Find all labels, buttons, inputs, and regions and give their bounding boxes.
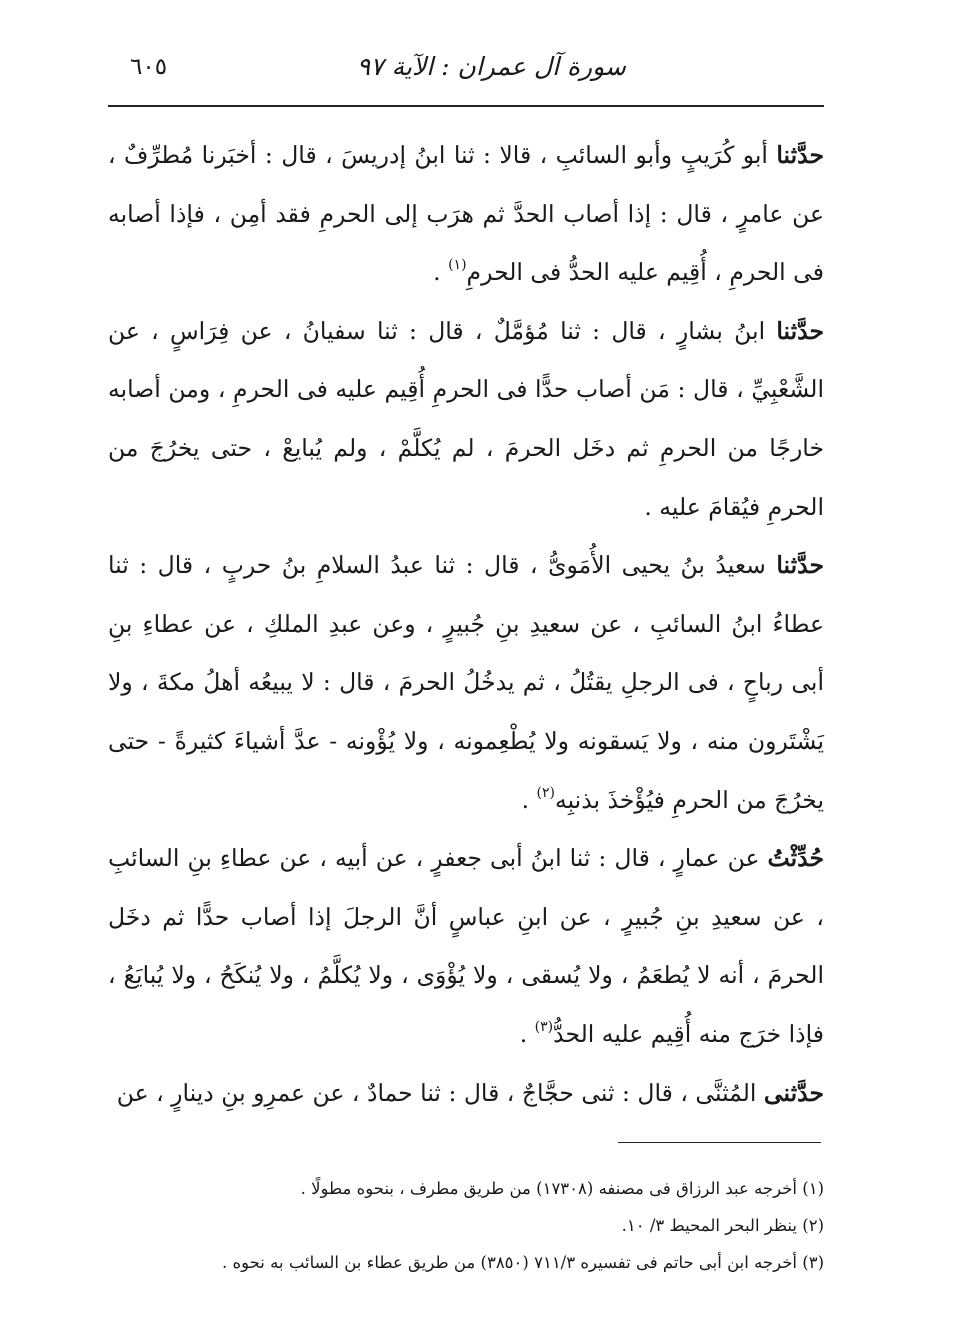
- paragraph-lead: حدَّثنا: [776, 316, 824, 345]
- footnotes: [108, 1170, 824, 1281]
- paragraph-text: سعيدُ بنُ يحيى الأُمَوىُّ ، قال : ثنا عبدُ السلامِ بنُ حربٍ ، قال : ثنا عطاءُ ابنُ السائبِ ، عن سعيدِ بنِ جُبيرٍ ، وعن عبدِ الملكِ ، عن عطاءِ بنِ أبى رباحٍ ، فى الرجلِ يقتُلُ ، ثم يدخُلُ الحرمَ ، قال : لا يبيعُه أهلُ مكةَ ، ولا يَشْتَرون منه ، ولا يَسقونه ولا يُطْعِمونه ، ولا يُؤْونه - عدَّ أشياءَ كثيرةً - حتى يخرُجَ من الحرمِ فيُؤْخذَ بذنبِه: [108, 551, 824, 814]
- footnote-marker: (٢): [536, 784, 555, 801]
- paragraph-tail: .: [644, 492, 660, 521]
- paragraph-2: [108, 302, 824, 536]
- running-head: سورة آل عمران : الآية ٩٧: [356, 52, 626, 81]
- paragraph-tail: .: [519, 1019, 535, 1048]
- paragraph-1: [108, 126, 824, 302]
- paragraph-tail: .: [433, 258, 449, 287]
- paragraph-4: [108, 829, 824, 1063]
- paragraph-5: [108, 1064, 824, 1123]
- footnote-marker: (٣): [534, 1018, 554, 1035]
- main-text: [108, 126, 824, 1122]
- page-number: ٦٠٥: [130, 54, 168, 80]
- paragraph-lead: حدَّثنى: [763, 1078, 824, 1107]
- paragraph-text: أبو كُرَيبٍ وأبو السائبِ ، قالا : ثنا ابنُ إدريسَ ، قال : أخبَرنا مُطرِّفٌ ، عن عامرٍ ، قال : إذا أصاب الحدَّ ثم هرَب إلى الحرمِ فقد أمِن ، فإذا أصابه فى الحرمِ ، أُقِيم عليه الحدُّ فى الحرمِ: [108, 141, 824, 287]
- paragraph-text: عن عمارٍ ، قال : ثنا ابنُ أبى جعفرٍ ، عن أبيه ، عن عطاءِ بنِ السائبِ ، عن سعيدِ بنِ جُبيرٍ ، عن ابنِ عباسٍ أنَّ الرجلَ إذا أصاب حدًّا ثم دخَل الحرمَ ، أنه لا يُطعَمُ ، ولا يُسقى ، ولا يُؤْوَى ، ولا يُكلَّمُ ، ولا يُنكَحُ ، ولا يُبايَعُ ، فإذا خرَج منه أُقِيم عليه الحدُّ: [108, 844, 824, 1048]
- paragraph-lead: حدَّثنا: [776, 141, 824, 169]
- footnote-1: (١) أخرجه عبد الرزاق فى مصنفه (١٧٣٠٨) من طريق مطرف ، بنحوه مطولًا .: [300, 1179, 824, 1198]
- paragraph-lead: حُدِّثْتُ: [767, 844, 824, 873]
- page-header: [112, 52, 822, 92]
- paragraph-text: المُثنَّى ، قال : ثنى حجَّاجٌ ، قال : ثنا حمادٌ ، عن عمرِو بنِ دينارٍ ، عن: [116, 1078, 764, 1107]
- paragraph-3: [108, 536, 824, 829]
- footnote-rule: [618, 1142, 821, 1143]
- footnote-3: (٣) أخرجه ابن أبى حاتم فى تفسيره ٧١١/٣ (٣٨٥٠) من طريق عطاء بن السائب به نحوه .: [222, 1253, 824, 1272]
- footnote-marker: (١): [448, 257, 467, 274]
- paragraph-text: ابنُ بشارٍ ، قال : ثنا مُؤمَّلٌ ، قال : ثنا سفيانُ ، عن فِرَاسٍ ، عن الشَّعْبِيِّ ، قال : مَن أصاب حدًّا فى الحرمِ أُقِيم عليه فى الحرمِ ، ومن أصابه خارجًا من الحرمِ ثم دخَل الحرمَ ، لم يُكلَّمْ ، ولم يُبايعْ ، حتى يخرُجَ من الحرمِ فيُقامَ عليه: [108, 316, 824, 521]
- header-rule: [108, 105, 824, 107]
- paragraph-tail: .: [521, 785, 537, 814]
- paragraph-lead: حدَّثنا: [776, 551, 824, 580]
- footnote-2: (٢) ينظر البحر المحيط ٣/ ١٠.: [621, 1216, 824, 1235]
